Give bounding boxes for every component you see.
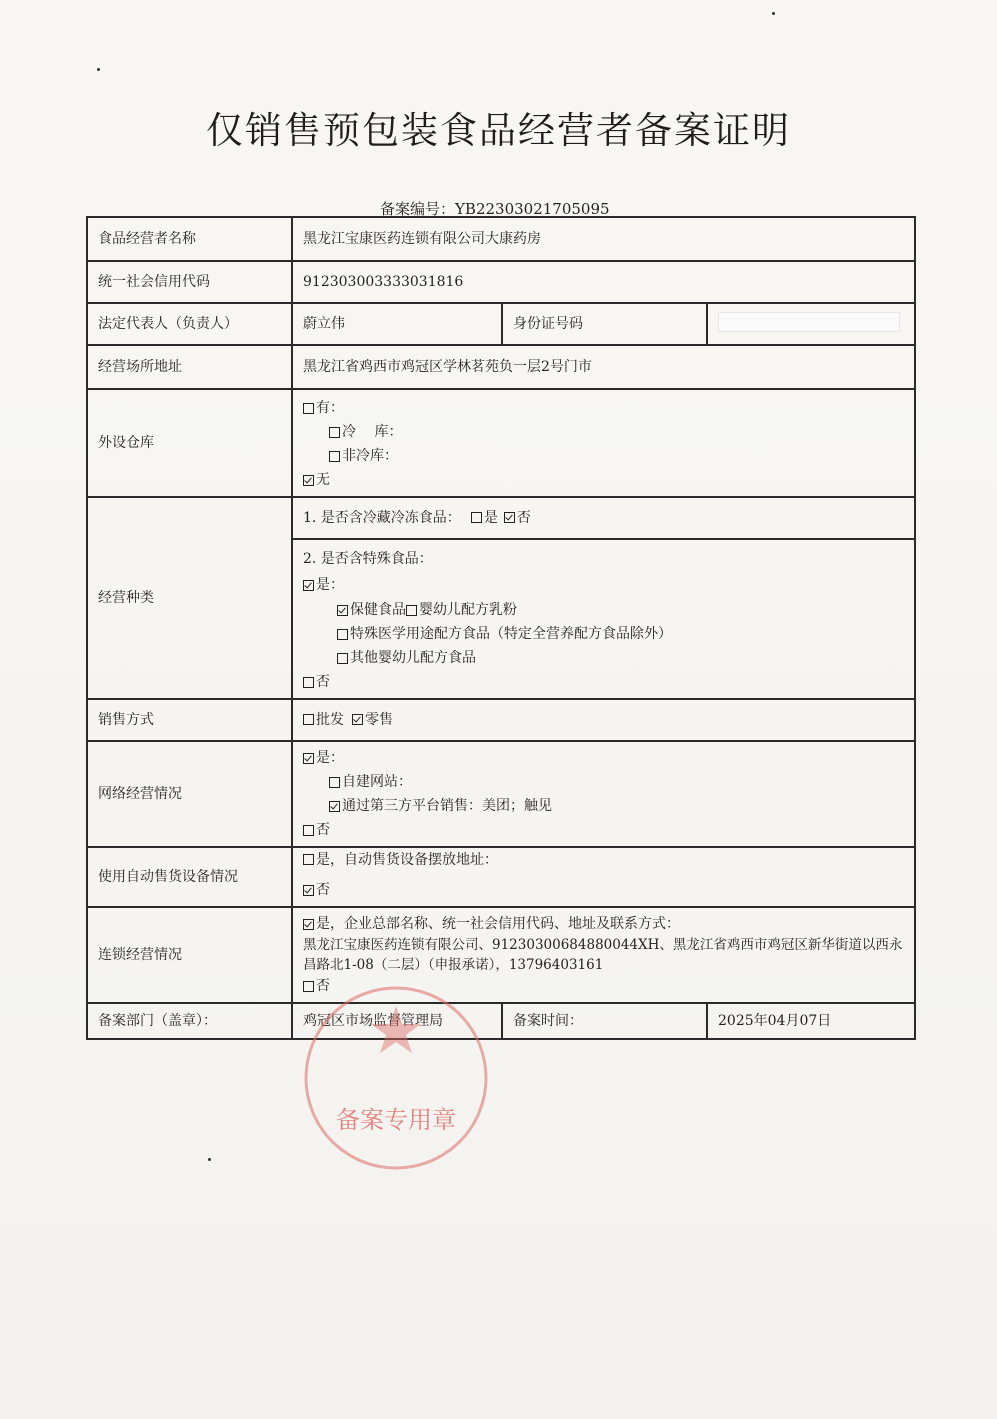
special-food-no-label: 否 [316, 673, 330, 690]
online-no-label: 否 [316, 821, 330, 838]
chain-no-option [303, 975, 904, 997]
cold-food-question-text: 1. 是否含冷藏冷冻食品： [303, 509, 461, 526]
redacted-id-field [718, 312, 900, 332]
checkbox-checked-icon[interactable] [303, 753, 314, 764]
id-number-value [707, 303, 915, 345]
warehouse-yes-option [303, 396, 904, 420]
third-party-label: 通过第三方平台销售：美团；触见 [342, 797, 552, 814]
own-site-label: 自建网站： [342, 773, 412, 790]
online-yes-option [303, 746, 904, 770]
row-vending [87, 847, 915, 907]
warehouse-cold-option [303, 420, 904, 444]
checkbox-unchecked-icon[interactable] [303, 403, 314, 414]
special-food-no-option [303, 670, 904, 694]
medical-food-label: 特殊医学用途配方食品（特定全营养配方食品除外） [350, 625, 672, 642]
row-warehouse [87, 389, 915, 497]
checkbox-unchecked-icon[interactable] [329, 777, 340, 788]
checkbox-unchecked-icon[interactable] [406, 605, 417, 616]
sales-method-line [303, 712, 904, 729]
seal-text: 备案专用章 [336, 1106, 456, 1134]
checkbox-unchecked-icon[interactable] [329, 427, 340, 438]
checkbox-unchecked-icon[interactable] [303, 981, 314, 992]
row-business-type-q1 [87, 497, 915, 539]
operator-name-value: 黑龙江宝康医药连锁有限公司大康药房 [292, 217, 915, 261]
warehouse-yes-label: 有： [316, 399, 344, 416]
checkbox-checked-icon[interactable] [303, 580, 314, 591]
record-number-value: YB22303021705095 [455, 200, 610, 218]
checkbox-unchecked-icon[interactable] [337, 629, 348, 640]
row-operator-name [87, 217, 915, 261]
warehouse-none-label: 无 [316, 471, 330, 488]
warehouse-options [292, 389, 915, 497]
vending-no-option [303, 878, 904, 902]
checkbox-unchecked-icon[interactable] [303, 677, 314, 688]
row-dept [87, 1003, 915, 1039]
warehouse-label: 外设仓库 [87, 389, 292, 497]
chain-headquarters-detail: 黑龙江宝康医药连锁有限公司、91230300684880044XH、黑龙江省鸡西市鸡冠区新华街道以西永昌路北1-08（二层）（申报承诺），13796403161 [303, 937, 903, 973]
business-type-q2 [292, 539, 915, 699]
checkbox-checked-icon[interactable] [504, 512, 515, 523]
checkbox-unchecked-icon[interactable] [337, 653, 348, 664]
filing-time-label: 备案时间： [502, 1003, 707, 1039]
row-sales-method [87, 699, 915, 741]
dept-label: 备案部门（盖章）： [87, 1003, 292, 1039]
row-legal-rep [87, 303, 915, 345]
wholesale-label: 批发 [316, 711, 344, 728]
special-food-question: 2. 是否含特殊食品： [303, 550, 433, 567]
checkbox-checked-icon[interactable] [337, 605, 348, 616]
chain-yes-label: 是，企业总部名称、统一社会信用代码、地址及联系方式： [316, 915, 680, 932]
scan-speck [97, 68, 100, 71]
checkbox-unchecked-icon[interactable] [303, 854, 314, 865]
address-value: 黑龙江省鸡西市鸡冠区学林茗苑负一层2号门市 [292, 345, 915, 389]
special-food-yes-option [303, 572, 904, 598]
other-infant-label: 其他婴幼儿配方食品 [350, 649, 476, 666]
checkbox-checked-icon[interactable] [303, 885, 314, 896]
warehouse-noncold-option [303, 444, 904, 468]
credit-code-value: 912303003333031816 [292, 261, 915, 303]
other-infant-option [303, 646, 904, 670]
legal-rep-label: 法定代表人（负责人） [87, 303, 292, 345]
checkbox-checked-icon[interactable] [352, 714, 363, 725]
checkbox-unchecked-icon[interactable] [471, 512, 482, 523]
checkbox-checked-icon[interactable] [303, 475, 314, 486]
address-label: 经营场所地址 [87, 345, 292, 389]
retail-label: 零售 [365, 711, 393, 728]
row-chain [87, 907, 915, 1003]
filing-time-value: 2025年04月07日 [707, 1003, 915, 1039]
online-yes-label: 是： [316, 749, 344, 766]
row-address [87, 345, 915, 389]
scan-speck [772, 12, 775, 15]
row-credit-code [87, 261, 915, 303]
online-options [292, 741, 915, 847]
health-infant-options [303, 598, 904, 622]
warehouse-none-option [303, 468, 904, 492]
operator-name-label: 食品经营者名称 [87, 217, 292, 261]
filing-table [86, 216, 916, 1040]
record-number-label: 备案编号： [380, 200, 456, 218]
chain-options [292, 907, 915, 1003]
checkbox-unchecked-icon[interactable] [303, 825, 314, 836]
legal-rep-value: 蔚立伟 [292, 303, 502, 345]
third-party-option [303, 794, 904, 818]
vending-yes-option [303, 852, 904, 878]
infant-formula-label: 婴幼儿配方乳粉 [419, 601, 517, 618]
own-site-option [303, 770, 904, 794]
document-title: 仅销售预包装食品经营者备案证明 [206, 109, 791, 152]
vending-label: 使用自动售货设备情况 [87, 847, 292, 907]
medical-food-option [303, 622, 904, 646]
sales-method-options [292, 699, 915, 741]
cold-food-question [303, 510, 904, 527]
cold-food-yes-label: 是 [483, 509, 498, 526]
warehouse-cold-label: 冷 库： [342, 423, 403, 440]
business-type-q1 [292, 497, 915, 539]
vending-no-label: 否 [316, 881, 330, 898]
online-no-option [303, 818, 904, 842]
chain-label: 连锁经营情况 [87, 907, 292, 1003]
chain-no-label: 否 [316, 977, 330, 994]
business-type-label: 经营种类 [87, 497, 292, 699]
checkbox-unchecked-icon[interactable] [329, 451, 340, 462]
checkbox-checked-icon[interactable] [303, 919, 314, 930]
vending-yes-label: 是，自动售货设备摆放地址： [316, 852, 498, 868]
credit-code-label: 统一社会信用代码 [87, 261, 292, 303]
online-label: 网络经营情况 [87, 741, 292, 847]
checkbox-unchecked-icon[interactable] [303, 714, 314, 725]
warehouse-noncold-label: 非冷库： [342, 447, 398, 464]
cold-food-no-label: 否 [516, 509, 531, 526]
chain-yes-option [303, 913, 904, 935]
dept-value: 鸡冠区市场监督管理局 [292, 1003, 502, 1039]
scan-speck [208, 1158, 211, 1161]
vending-options [292, 847, 915, 907]
sales-method-label: 销售方式 [87, 699, 292, 741]
health-food-label: 保健食品 [350, 601, 406, 618]
checkbox-checked-icon[interactable] [329, 801, 340, 812]
row-online [87, 741, 915, 847]
special-food-yes-label: 是： [316, 576, 344, 593]
id-number-label: 身份证号码 [502, 303, 707, 345]
